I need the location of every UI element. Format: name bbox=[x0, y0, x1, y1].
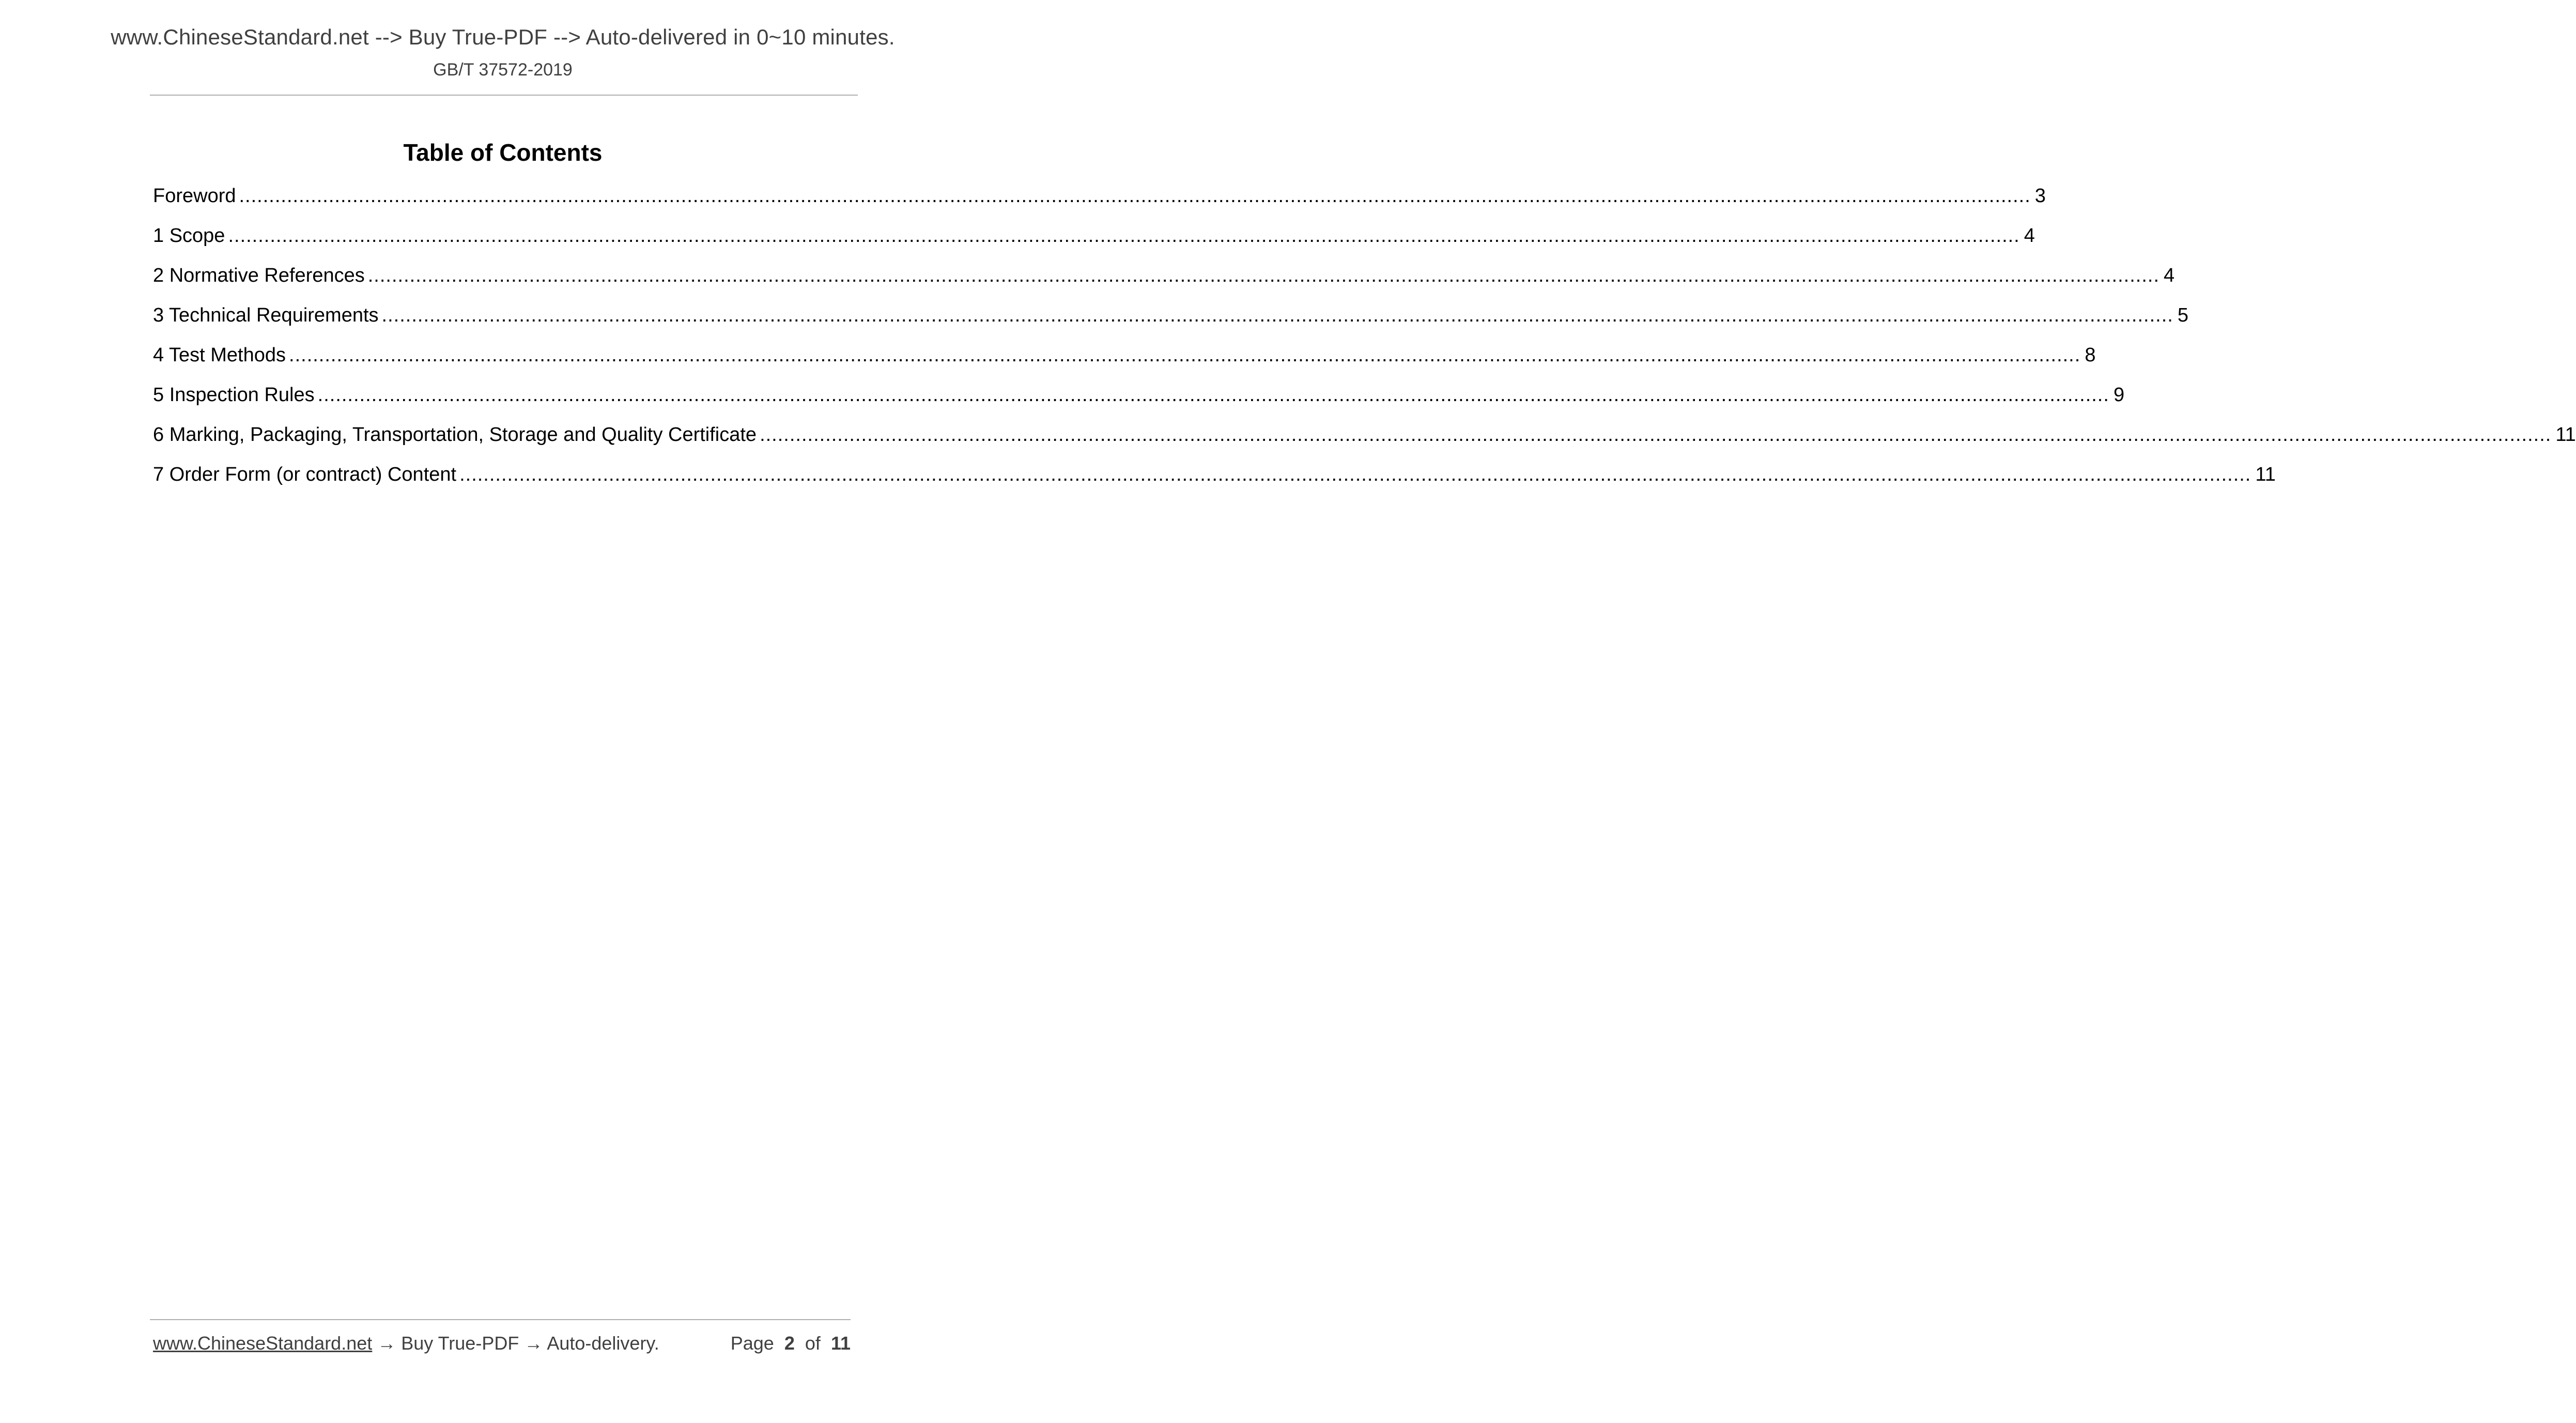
toc-entry[interactable] bbox=[153, 424, 2576, 464]
toc-entry-page: 3 bbox=[2034, 185, 2046, 207]
toc-entry-page: 4 bbox=[2164, 265, 2175, 286]
footer-left bbox=[153, 1333, 659, 1354]
page-counter bbox=[731, 1333, 851, 1354]
toc-entry-label: 3 Technical Requirements bbox=[153, 304, 379, 326]
dot-leader: ............................................................................................................................................................................................................................................................................................................ bbox=[381, 304, 2173, 326]
total-pages: 11 bbox=[830, 1333, 851, 1354]
toc-list bbox=[153, 185, 2576, 503]
toc-entry[interactable] bbox=[153, 384, 2125, 424]
toc-entry-page: 11 bbox=[2255, 464, 2276, 485]
dot-leader: ............................................................................................................................................................................................................................................................................................................ bbox=[239, 185, 2031, 207]
current-page: 2 bbox=[784, 1333, 795, 1354]
footer-tagline: → Buy True-PDF → Auto-delivery. bbox=[372, 1333, 659, 1354]
toc-entry-page: 4 bbox=[2024, 225, 2035, 247]
dot-leader: ............................................................................................................................................................................................................................................................................................................ bbox=[289, 344, 2081, 366]
page-label: Page bbox=[730, 1333, 774, 1354]
header-divider bbox=[150, 95, 858, 96]
footer-divider bbox=[150, 1319, 851, 1320]
toc-entry-label: Foreword bbox=[153, 185, 236, 207]
site-banner: www.ChineseStandard.net --> Buy True-PDF --> Auto-delivered in 0~10 minutes. bbox=[111, 25, 895, 49]
toc-title: Table of Contents bbox=[403, 139, 603, 166]
toc-entry-label: 7 Order Form (or contract) Content bbox=[153, 464, 457, 485]
toc-entry-label: 2 Normative References bbox=[153, 265, 365, 286]
toc-entry-label: 4 Test Methods bbox=[153, 344, 286, 366]
toc-entry[interactable] bbox=[153, 225, 2035, 265]
toc-entry-page: 5 bbox=[2177, 304, 2188, 326]
site-link[interactable]: www.ChineseStandard.net bbox=[153, 1333, 373, 1354]
toc-entry-label: 1 Scope bbox=[153, 225, 225, 247]
document-number: GB/T 37572-2019 bbox=[433, 60, 573, 80]
dot-leader: ............................................................................................................................................................................................................................................................................................................ bbox=[317, 384, 2109, 406]
toc-entry-page: 8 bbox=[2085, 344, 2096, 366]
toc-entry-label: 5 Inspection Rules bbox=[153, 384, 315, 406]
dot-leader: ............................................................................................................................................................................................................................................................................................................ bbox=[760, 424, 2552, 446]
toc-entry[interactable] bbox=[153, 304, 2188, 344]
toc-entry-page: 11 bbox=[2555, 424, 2576, 446]
toc-entry[interactable] bbox=[153, 344, 2096, 384]
toc-entry[interactable] bbox=[153, 265, 2175, 304]
toc-entry[interactable] bbox=[153, 464, 2276, 503]
dot-leader: ............................................................................................................................................................................................................................................................................................................ bbox=[228, 225, 2020, 247]
toc-entry[interactable] bbox=[153, 185, 2046, 225]
dot-leader: ............................................................................................................................................................................................................................................................................................................ bbox=[367, 265, 2160, 286]
toc-entry-label: 6 Marking, Packaging, Transportation, Storage and Quality Certificate bbox=[153, 424, 757, 446]
dot-leader: ............................................................................................................................................................................................................................................................................................................ bbox=[459, 464, 2251, 485]
of-label: of bbox=[805, 1333, 821, 1354]
toc-entry-page: 9 bbox=[2113, 384, 2125, 406]
